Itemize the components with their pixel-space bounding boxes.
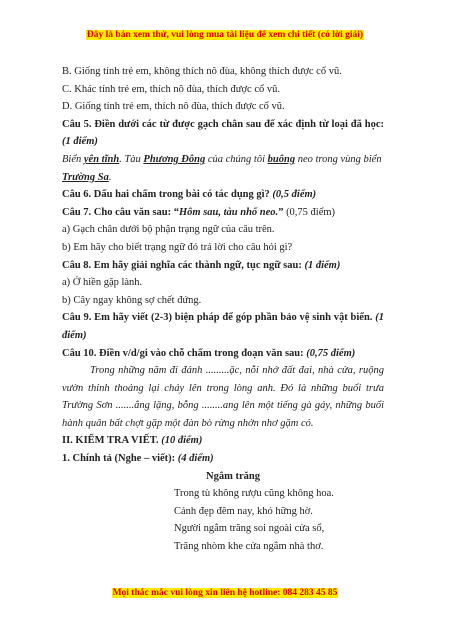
question-10-points: (0,75 điểm) xyxy=(306,347,356,359)
option-d: D. Giống tính trẻ em, thích nô đùa, thích được cổ vũ. xyxy=(62,101,285,113)
poem-line: Trăng nhòm khe cửa ngắm nhà thơ. xyxy=(174,541,324,553)
sentence-part: . xyxy=(108,171,112,183)
underlined-word-3: buông xyxy=(267,153,296,165)
question-10 xyxy=(62,345,384,363)
option-c: C. Khác tính trẻ em, thích nô đùa, thích được cổ vũ. xyxy=(62,83,280,95)
question-9 xyxy=(62,309,384,344)
question-8-label: Câu 8. Em hãy giải nghĩa các thành ngữ, tục ngữ sau: xyxy=(62,259,305,271)
question-5-points: (1 điểm) xyxy=(62,136,98,148)
poem-title: Ngắm trăng xyxy=(206,470,260,482)
hotline-banner xyxy=(0,588,450,598)
question-7a: a) Gạch chân dưới bộ phận trạng ngữ của câu trên. xyxy=(62,224,275,236)
preview-banner-text: Đây là bản xem thử, vui lòng mua tài liệu để xem chi tiết (có lời giải) xyxy=(86,30,364,40)
question-6-points: (0,5 điểm) xyxy=(272,189,317,201)
question-8 xyxy=(62,257,384,275)
sentence-part: neo trong vùng biển xyxy=(295,153,382,165)
section-2-heading xyxy=(62,432,384,450)
question-6 xyxy=(62,186,384,204)
poem-line: Cảnh đẹp đêm nay, khó hững hờ. xyxy=(174,505,313,517)
question-8-points: (1 điểm) xyxy=(304,259,341,271)
question-5 xyxy=(62,116,384,151)
question-5-label: Câu 5. Điền dưới các từ được gạch chân sau để xác định từ loại đã học: xyxy=(62,118,384,130)
dictation-heading xyxy=(62,450,384,468)
section-2-points: (10 điểm) xyxy=(161,435,203,447)
sentence-part: . Tàu xyxy=(119,153,144,165)
underlined-word-1: yên tĩnh xyxy=(83,153,120,165)
question-8b: b) Cây ngay không sợ chết đứng. xyxy=(62,294,202,306)
dictation-points: (4 điểm) xyxy=(177,453,214,465)
question-7b: b) Em hãy cho biết trạng ngữ đó trả lời cho câu hỏi gì? xyxy=(62,241,293,253)
question-7-label: Câu 7. Cho câu văn sau: “ xyxy=(62,206,179,218)
question-7 xyxy=(62,204,384,222)
section-2-label: II. KIỂM TRA VIẾT. xyxy=(62,435,162,447)
question-9-points: (1 điểm) xyxy=(62,312,384,341)
sentence-part: của chúng tôi xyxy=(205,153,268,165)
sentence-part: Biển xyxy=(62,153,84,165)
underlined-word-2: Phương Đông xyxy=(143,153,206,165)
question-6-label: Câu 6. Dấu hai chấm trong bài có tác dụng gì? xyxy=(62,189,273,201)
question-7-quote: Hôm sau, tàu nhổ neo. xyxy=(178,206,279,218)
question-10-passage: Trong những năm đi đánh .........ặc, nỗi nhớ đất đai, nhà cửa, ruộng vườn thỉnh thoảng lại cháy lên trong lòng anh. Đó là những buổi trưa Trường Sơn .......ắng lặng, bỗng ........ang lên một tiếng gà gáy, những buổi hành quân bất chợt gặp một đàn bò rừng nhởn nhơ gặm cỏ. xyxy=(62,365,384,429)
question-5-sentence xyxy=(62,151,384,186)
question-9-label: Câu 9. Em hãy viết (2-3) biện pháp để góp phần bảo vệ sinh vật biển. xyxy=(62,312,376,324)
hotline-banner-text: Mọi thắc mắc vui lòng xin liên hệ hotline: 084 283 45 85 xyxy=(112,588,338,598)
question-10-label: Câu 10. Điền v/d/gi vào chỗ chấm trong đoạn văn sau: xyxy=(62,347,307,359)
preview-banner xyxy=(0,30,450,40)
exam-content xyxy=(62,63,384,556)
question-8a: a) Ở hiền gặp lành. xyxy=(62,277,143,289)
question-7-points: (0,75 điểm) xyxy=(286,206,336,218)
poem-line: Trong tù không rượu cũng không hoa. xyxy=(174,488,334,500)
option-b: B. Giống tính trẻ em, không thích nô đùa, không thích được cổ vũ. xyxy=(62,66,342,77)
question-7-quote-close: ” xyxy=(278,206,287,218)
underlined-word-4: Trường Sa xyxy=(62,171,109,183)
poem-line: Người ngắm trăng soi ngoài cửa sổ, xyxy=(174,523,325,535)
dictation-label: 1. Chính tả (Nghe – viết): xyxy=(62,453,178,465)
